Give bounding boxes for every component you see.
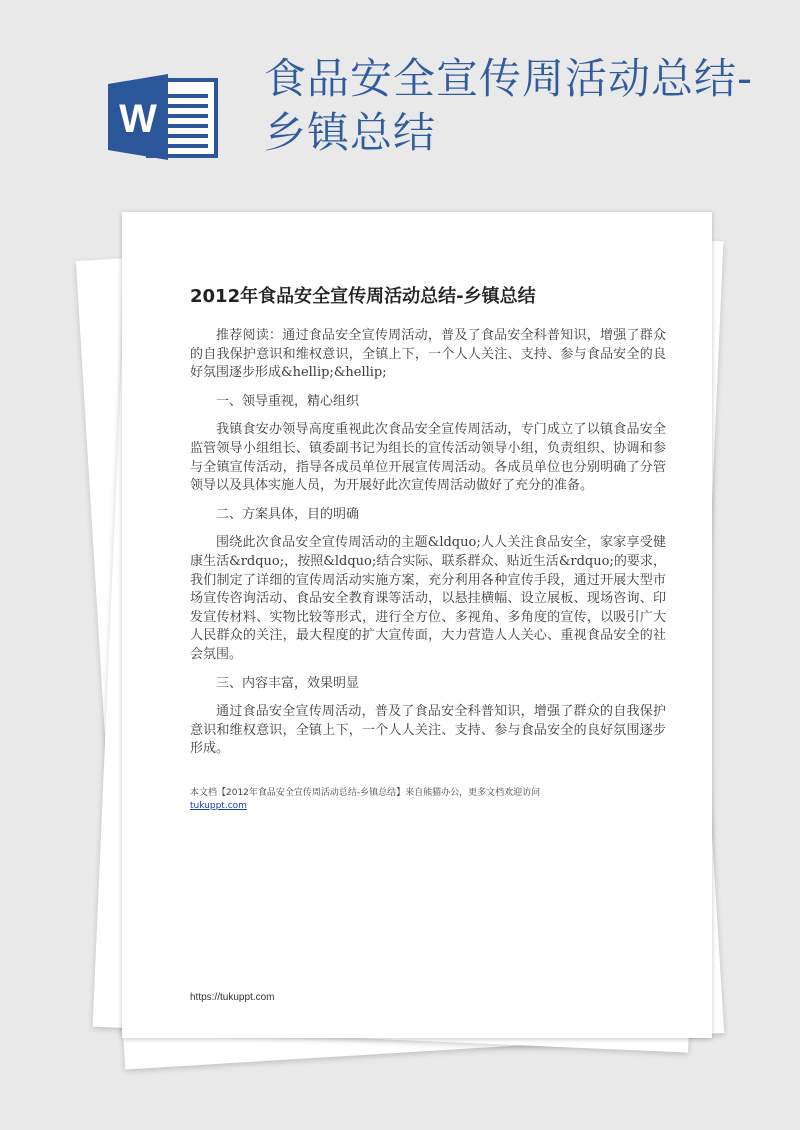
- source-text: 本文档【2012年食品安全宣传周活动总结-乡镇总结】来自熊猫办公，更多文档欢迎访问: [190, 788, 541, 798]
- section-heading-2: 二、方案具体，目的明确: [216, 506, 360, 522]
- section-paragraph-3: 通过食品安全宣传周活动，普及了食品安全科普知识，增强了群众的自我保护意识和维权意识，全镇上下，一个人人关注、支持、参与食品安全的良好氛围逐步形成。: [190, 704, 666, 757]
- section-paragraph-2: 围绕此次食品安全宣传周活动的主题&ldquo;人人关注食品安全，家家享受健康生活&rdquo;，按照&ldquo;结合实际、联系群众、贴近生活&rdquo;的要求，我们制定了详细的宣传周活动实施方案，充分利用各种宣传手段，通过开展大型市场宣传咨询活动、食品安全教育课等活动，以悬挂横幅、设立展板、现场咨询、印发宣传材料、实物比较等形式，进行全方位、多视角、多角度的宣传，以吸引广大人民群众的关注，最大程度的扩大宣传面，大力营造人人关心、重视食品安全的社会氛围。: [190, 535, 666, 662]
- footer-url: https://tukuppt.com: [190, 992, 275, 1003]
- intro-paragraph: 推荐阅读：通过食品安全宣传周活动，普及了食品安全科普知识，增强了群众的自我保护意识和维权意识，全镇上下，一个人人关注、支持、参与食品安全的良好氛围逐步形成&hellip;&hellip;: [190, 328, 666, 381]
- word-document-icon: [108, 74, 218, 160]
- source-note: [190, 787, 670, 813]
- document-title: 2012年食品安全宣传周活动总结-乡镇总结: [190, 286, 536, 307]
- page-title: 食品安全宣传周活动总结-乡镇总结: [264, 54, 754, 157]
- section-paragraph-1: 我镇食安办领导高度重视此次食品安全宣传周活动，专门成立了以镇食品安全监管领导小组组长、镇委副书记为组长的宣传活动领导小组，负责组织、协调和参与全镇宣传活动，指导各成员单位开展宣传周活动。各成员单位也分别明确了分管领导以及具体实施人员，为开展好此次宣传周活动做好了充分的准备。: [190, 422, 666, 494]
- section-heading-1: 一、领导重视，精心组织: [216, 393, 360, 409]
- word-icon-letter: W: [119, 97, 157, 141]
- source-link[interactable]: tukuppt.com: [190, 801, 247, 811]
- section-heading-3: 三、内容丰富，效果明显: [216, 675, 360, 691]
- document-body: [190, 327, 666, 759]
